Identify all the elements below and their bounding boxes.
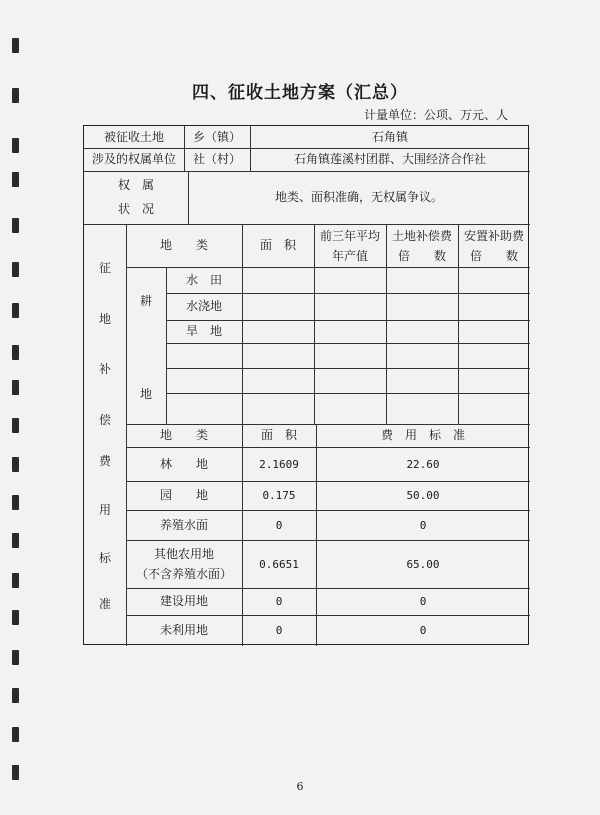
cultivated-label-2: 地 <box>139 386 152 401</box>
side-char: 准 <box>98 596 111 611</box>
fee-row-type: 未利用地 <box>159 622 208 637</box>
fee-row-type: 林 地 <box>159 456 208 471</box>
col-land-type: 地 类 <box>159 238 208 252</box>
village-label: 社（村） <box>192 152 241 166</box>
fees-col-standard: 费 用 标 准 <box>380 428 465 442</box>
side-char: 费 <box>98 453 111 468</box>
ownership-value: 地类、面积准确，无权属争议。 <box>274 190 443 204</box>
col-resettle-2: 倍 数 <box>469 248 518 263</box>
col-output-2: 年产值 <box>331 248 368 263</box>
col-output-1: 前三年平均 <box>319 228 380 243</box>
ownership-label-1: 权 属 <box>117 177 154 192</box>
side-char: 征 <box>98 260 111 275</box>
village-value: 石角镇莲溪村团群、大围经济合作社 <box>293 152 486 166</box>
cultivated-row-label: 水浇地 <box>185 299 222 313</box>
fee-row-area: 0.6651 <box>259 557 299 571</box>
fee-row-area: 0 <box>275 595 283 608</box>
ownership-label-2: 状 况 <box>117 201 154 216</box>
fee-row-standard: 0 <box>419 623 427 637</box>
fee-row-area: 0 <box>275 623 283 637</box>
fee-row-standard: 65.00 <box>406 557 440 571</box>
owner-label-2: 涉及的权属单位 <box>91 152 176 166</box>
side-char: 标 <box>98 550 111 565</box>
cultivated-row-label: 水 田 <box>185 272 222 287</box>
binder-holes <box>12 0 24 815</box>
cultivated-row-label: 旱 地 <box>185 324 222 338</box>
fee-row-area: 0.175 <box>262 489 296 502</box>
fee-row-area: 0 <box>275 518 283 532</box>
fee-row-standard: 22.60 <box>406 457 440 471</box>
side-char: 偿 <box>98 412 111 427</box>
side-char: 地 <box>98 311 111 326</box>
fee-row-type: 园 地 <box>159 488 208 502</box>
fee-row-area: 2.1609 <box>259 457 299 471</box>
col-resettle-1: 安置补助费 <box>463 228 524 243</box>
side-char: 补 <box>98 361 111 376</box>
fee-row-standard: 0 <box>419 518 427 532</box>
fee-row-standard: 50.00 <box>406 489 440 502</box>
col-area: 面 积 <box>259 238 296 252</box>
cultivated-label-1: 耕 <box>139 293 152 308</box>
fee-row-type: 其他农用地 <box>153 546 214 561</box>
fees-col-land-type: 地 类 <box>159 428 208 442</box>
fee-row-type: 养殖水面 <box>159 517 208 532</box>
land-acquisition-table <box>83 125 529 645</box>
fee-row-standard: 0 <box>419 595 427 608</box>
page-number: 6 <box>296 780 304 793</box>
fee-row-type: 建设用地 <box>159 594 208 608</box>
fees-col-area: 面 积 <box>260 428 297 442</box>
township-label: 乡（镇） <box>192 129 241 144</box>
col-land-fee-2: 倍 数 <box>397 248 446 263</box>
side-char: 用 <box>98 502 111 517</box>
owner-label-1: 被征收土地 <box>103 129 164 144</box>
township-value: 石角镇 <box>371 129 408 144</box>
col-land-fee-1: 土地补偿费 <box>391 228 452 243</box>
unit-label: 计量单位：公项、万元、人 <box>363 108 508 122</box>
page-title: 四、征收土地方案（汇总） <box>192 83 408 103</box>
fee-row-type-note: （不含养殖水面） <box>135 566 232 581</box>
